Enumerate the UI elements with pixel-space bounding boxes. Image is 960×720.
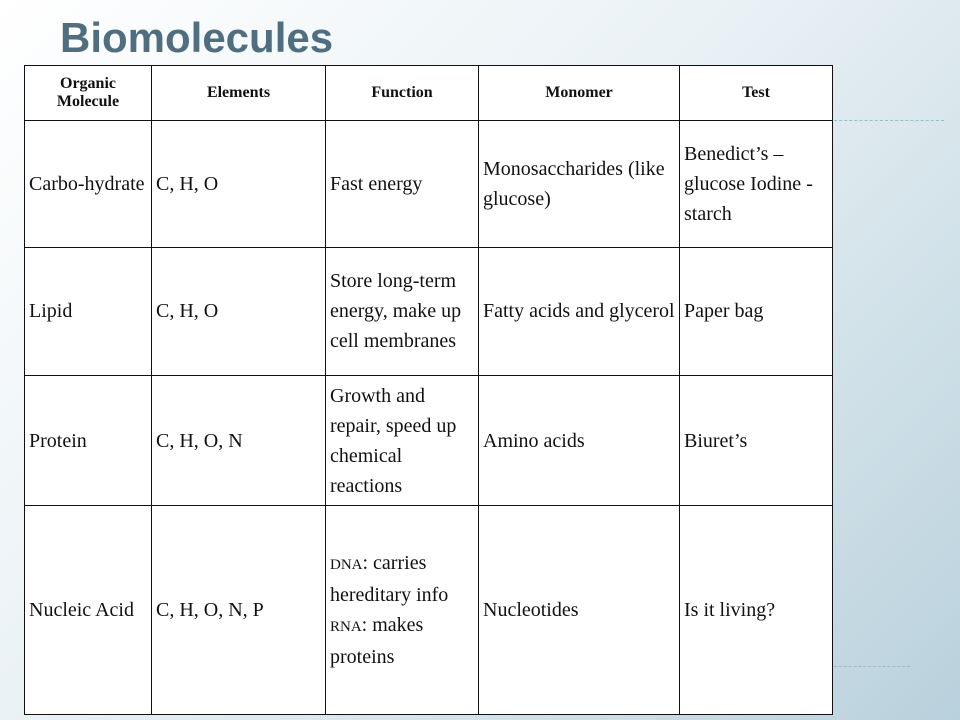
decorative-line bbox=[834, 666, 910, 667]
molecule-cell: Carbo-hydrate bbox=[25, 121, 152, 248]
function-cell bbox=[326, 505, 479, 714]
biomolecules-table bbox=[24, 65, 833, 715]
elements-cell: C, H, O, N bbox=[152, 376, 326, 506]
elements-cell: C, H, O, N, P bbox=[152, 505, 326, 714]
header-test: Test bbox=[680, 66, 833, 121]
header-function: Function bbox=[326, 66, 479, 121]
header-organic-molecule: Organic Molecule bbox=[25, 66, 152, 121]
molecule-cell: Lipid bbox=[25, 247, 152, 376]
slide-title: Biomolecules bbox=[60, 14, 334, 61]
test-cell: Biuret’s bbox=[680, 376, 833, 506]
function-cell: Store long-term energy, make up cell membranes bbox=[326, 247, 479, 376]
molecule-cell: Protein bbox=[25, 376, 152, 506]
test-cell: Paper bag bbox=[680, 247, 833, 376]
rna-function-text: : makes proteins bbox=[330, 613, 424, 668]
table-row-lipid bbox=[25, 247, 833, 376]
elements-cell: C, H, O bbox=[152, 247, 326, 376]
test-cell: Is it living? bbox=[680, 505, 833, 714]
monomer-cell: Fatty acids and glycerol bbox=[479, 247, 680, 376]
monomer-cell: Amino acids bbox=[479, 376, 680, 506]
decorative-line bbox=[834, 120, 944, 121]
header-monomer: Monomer bbox=[479, 66, 680, 121]
monomer-cell: Monosaccharides (like glucose) bbox=[479, 121, 680, 248]
table-row-nucleic-acid bbox=[25, 505, 833, 714]
table-row-carbohydrate bbox=[25, 121, 833, 248]
function-cell: Fast energy bbox=[326, 121, 479, 248]
rna-label: RNA bbox=[330, 618, 362, 635]
test-cell: Benedict’s – glucose Iodine - starch bbox=[680, 121, 833, 248]
molecule-cell: Nucleic Acid bbox=[25, 505, 152, 714]
table-row-protein bbox=[25, 376, 833, 506]
header-elements: Elements bbox=[152, 66, 326, 121]
monomer-cell: Nucleotides bbox=[479, 505, 680, 714]
table-header-row bbox=[25, 66, 833, 121]
dna-label: DNA bbox=[330, 556, 363, 573]
function-cell: Growth and repair, speed up chemical reactions bbox=[326, 376, 479, 506]
elements-cell: C, H, O bbox=[152, 121, 326, 248]
dna-function-text: : carries hereditary info bbox=[330, 551, 449, 606]
